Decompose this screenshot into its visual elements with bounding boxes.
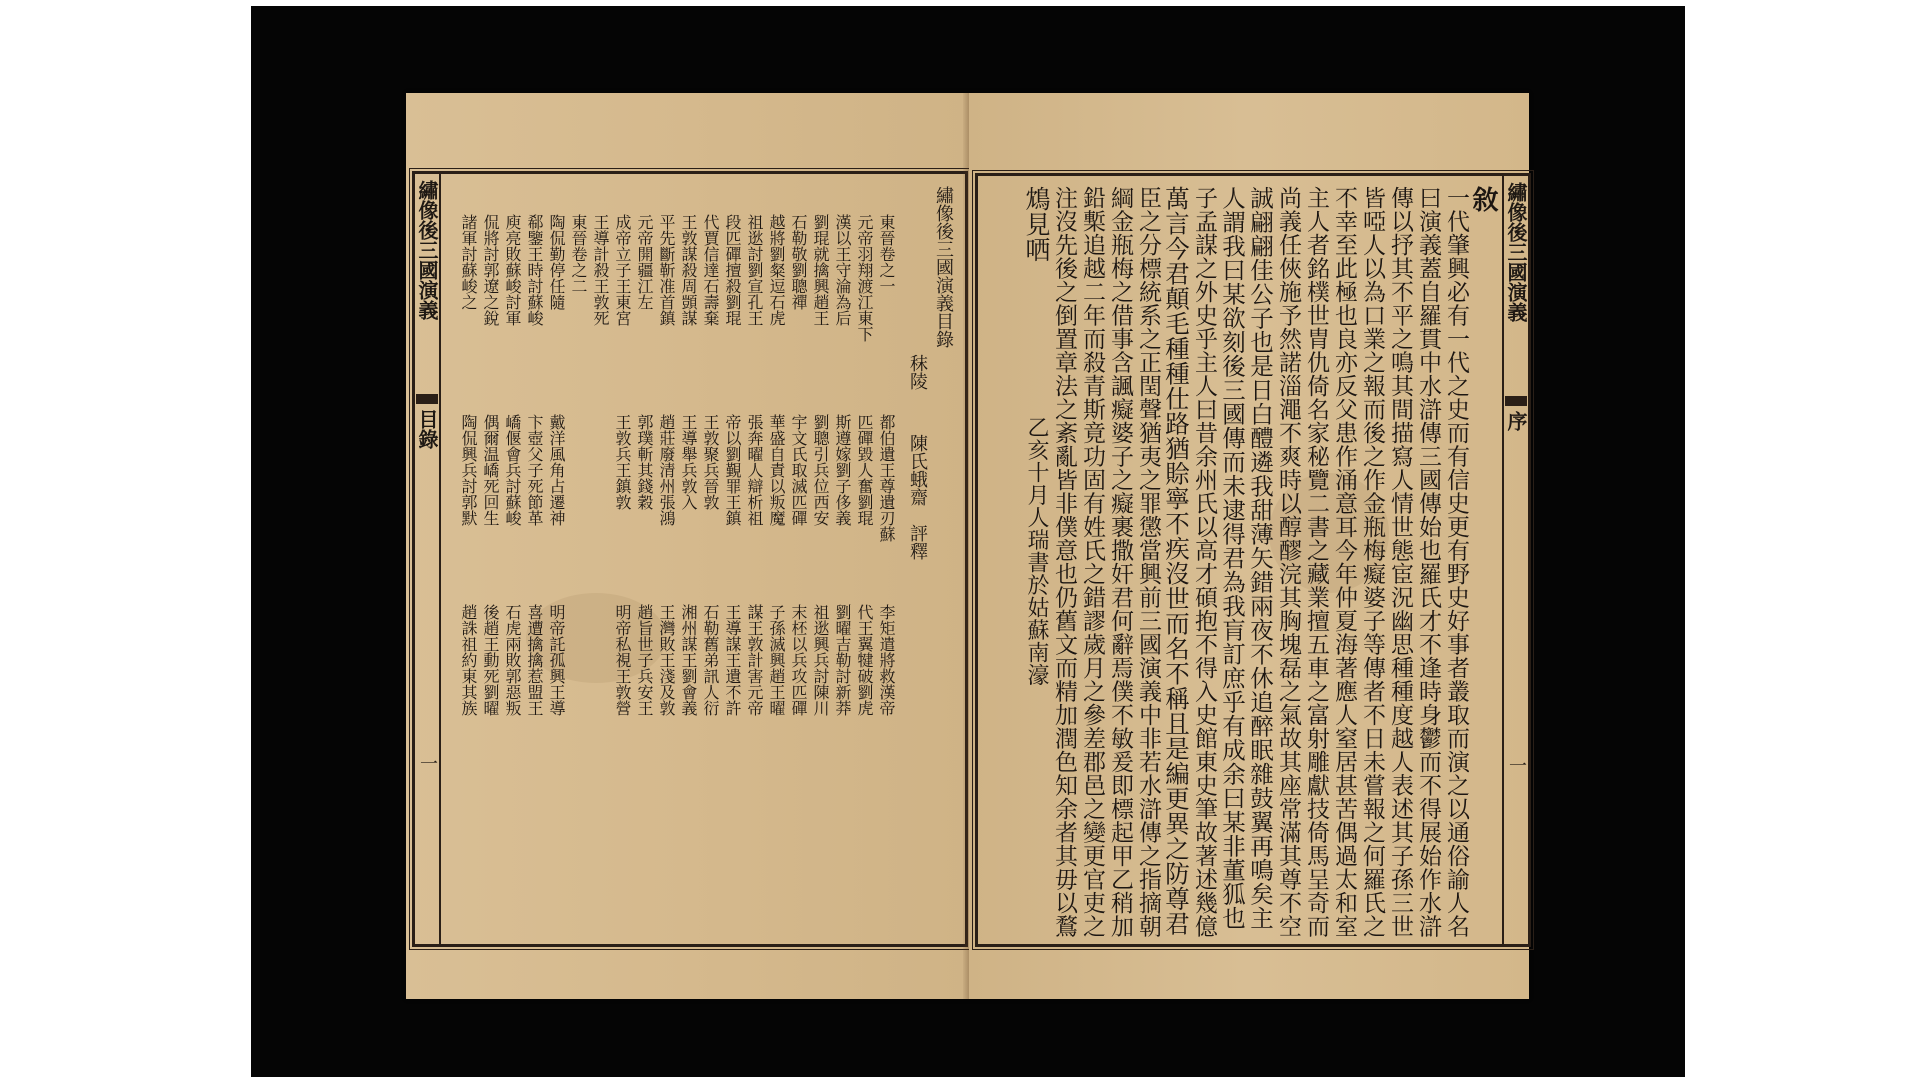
toc-entry: 趙誅祖約東其族	[459, 604, 478, 716]
preface-text-column: 傳以抒其不平之鳴其間描寫人情世態宦況幽思種種度越人表述其子孫三世	[1387, 186, 1413, 938]
toc-entry: 郗鑒王時討蘇峻	[525, 214, 544, 326]
toc-entry: 元帝羽翔渡江東下	[855, 214, 874, 342]
toc-entry: 華盛自責以叛魔	[767, 414, 786, 526]
toc-heading: 繡像後三國演義目錄	[933, 186, 954, 348]
toc-entry: 戴洋風角占遷神	[547, 414, 566, 526]
toc-entry: 卞壺父子死節革	[525, 414, 544, 526]
toc-entry: 宇文氏取滅匹磾	[789, 414, 808, 526]
toc-entry: 湘州謀王劉會義	[679, 604, 698, 716]
right-banner-page-number: 一	[1506, 756, 1527, 774]
toc-entry: 趙莊廢清州張鴻	[657, 414, 676, 526]
toc-entry: 張奔曜人辯析祖	[745, 414, 764, 526]
left-page-frame	[412, 171, 968, 947]
fish-tail-mark	[1505, 396, 1527, 406]
preface-text-column: 鴆見哂	[1022, 186, 1051, 263]
toc-entry: 王敦謀殺周顗謀	[679, 214, 698, 326]
preface-title: 敘	[1468, 186, 1498, 212]
toc-entry: 明帝託孤興王導	[547, 604, 566, 716]
toc-entry: 王敦聚兵晉敦	[701, 414, 720, 510]
toc-entry: 趙旨世子兵安王	[635, 604, 654, 716]
toc-entry: 郭璞斬其錢穀	[635, 414, 654, 510]
toc-entry: 石勒舊弟訊人衍	[701, 604, 720, 716]
left-banner-title: 繡像後三國演義	[415, 180, 439, 320]
toc-entry: 都伯遺王尊遺刃蘇	[877, 414, 896, 542]
toc-entry: 明帝私視王敦營	[613, 604, 632, 716]
toc-entry: 庾亮敗蘇峻討軍	[503, 214, 522, 326]
preface-text-column: 子孟謀之外史乎主人曰昔余州氏以高才碩抱不得入史館東史筆故著述幾億	[1191, 186, 1217, 938]
toc-entry: 元帝開疆江左	[635, 214, 654, 310]
toc-entry: 陶侃興兵討郭默	[459, 414, 478, 526]
preface-text-column: 綱金瓶梅之借事含諷癡婆子之癡裹撒奸君何辭焉僕不敏爰即標起甲乙稍加	[1107, 186, 1133, 938]
toc-entry: 祖逖興兵討陳川	[811, 604, 830, 716]
toc-entry: 石虎兩敗郭惡叛	[503, 604, 522, 716]
toc-entry: 王導舉兵敦入	[679, 414, 698, 510]
toc-entry: 王灣敗王淺及敦	[657, 604, 676, 716]
toc-entry: 斯遵嫁劉子侈義	[833, 414, 852, 526]
toc-entry: 後趙王動死劉曜	[481, 604, 500, 716]
right-banner-title: 繡像後三國演義	[1504, 182, 1528, 322]
toc-entry: 漢以王守淪為后	[833, 214, 852, 326]
toc-entry: 陶侃勤停任隨	[547, 214, 566, 310]
preface-text-column: 主人者銘樸世胄仇倚名家秘覽二書之藏業擅五車之富射雕獻技倚馬呈奇而	[1303, 186, 1329, 938]
preface-text-column: 萬言今君顛毛種種仕路猶賒寧不疾沒世而名不稱且是編更異之防尊君	[1162, 186, 1191, 936]
toc-entry: 侃將討郭遼之銳	[481, 214, 500, 326]
toc-entry: 成帝立子王東宮	[613, 214, 632, 326]
toc-entry: 子孫滅興趙王曜	[767, 604, 786, 716]
preface-text-column: 不幸至此極也良亦反父患作涌意耳今年仲夏海著應人窒居甚苦偶過太和室	[1331, 186, 1357, 938]
preface-text-column: 尚義任俠施予然諾淄澠不爽時以醇醪浣其胸塊磊之氣故其座常滿其尊不空	[1275, 186, 1301, 938]
toc-entry: 喜遭擒擒惹盟王	[525, 604, 544, 716]
preface-text-column: 一代肇興必有一代之史而有信史更有野史好事者叢取而演之以通俗諭人名	[1443, 186, 1469, 938]
toc-editor-name: 陳氏蛾齋 評釋	[907, 434, 928, 560]
toc-entry: 謀王敦計害元帝	[745, 604, 764, 716]
toc-entry: 王導計殺王敦死	[591, 214, 610, 326]
toc-entry: 代賈信達石壽棄	[701, 214, 720, 326]
toc-entry: 劉聰引兵位西安	[811, 414, 830, 526]
toc-entry: 越將劉粲逗石虎	[767, 214, 786, 326]
preface-text-column: 誠翩翩佳公子也是日白醴遴我甜薄矢錯兩夜不休追醉眠雜鼓翼再鳴矣主	[1246, 186, 1274, 930]
preface-text-column: 臣之分標統系之正閏聲猶夷之罪懲當興前三國演義中非若水滸傳之指摘朝	[1135, 186, 1161, 938]
toc-entry: 劉琨就擒興趙王	[811, 214, 830, 326]
toc-entry: 末柸以兵攻匹磾	[789, 604, 808, 716]
toc-entry: 李矩遣將救漢帝	[877, 604, 896, 716]
toc-entry: 匹磾毀人奮劉琨	[855, 414, 874, 526]
left-banner-section: 目錄	[415, 409, 439, 449]
preface-text-column: 皆啞人以為口業之報而後之作金瓶梅癡婆子等傳者不日未嘗報之何羅氏之	[1359, 186, 1385, 938]
toc-entry: 劉曜吉勒討新莽	[833, 604, 852, 716]
preface-text-column: 曰演義蓋自羅貫中水滸傳三國傳始也羅氏才不逢時身鬱而不得展始作水滸	[1415, 186, 1441, 938]
left-banner-page-number: 一	[417, 754, 438, 772]
left-banner-column	[415, 174, 441, 944]
toc-entry: 東晉卷之一	[877, 214, 896, 294]
preface-text-column: 注沒先後之倒置章法之紊亂皆非僕意也仍舊文而精加潤色知余者其毋以鶩	[1051, 186, 1077, 938]
toc-volume-heading: 東晉卷之二	[569, 214, 588, 294]
toc-entry: 祖逖討劉宣孔王	[745, 214, 764, 326]
left-page-table-of-contents	[406, 93, 969, 999]
toc-entry: 嶠偃會兵討蘇峻	[503, 414, 522, 526]
right-banner-section: 序	[1504, 411, 1528, 431]
toc-entry: 王導謀王遺不許	[723, 604, 742, 716]
toc-entry: 諸軍討蘇峻之	[459, 214, 478, 310]
right-banner-column	[1502, 176, 1528, 944]
toc-entry: 石勒敬劉聰禪	[789, 214, 808, 310]
fish-tail-mark	[416, 394, 438, 404]
preface-text-column: 人謂我曰某欲刻後三國傳而未逮得君為我肓訂庶乎有成余曰某非董狐也	[1218, 186, 1246, 930]
right-page-preface	[969, 93, 1529, 999]
preface-text-column: 鉛槧追越二年而殺青斯竟功固有姓氏之錯謬歲月之參差郡邑之變更官吏之	[1079, 186, 1105, 938]
toc-entry: 平先斷靳准首鎮	[657, 214, 676, 326]
toc-entry: 段匹磾擅殺劉琨	[723, 214, 742, 326]
open-book-scan	[406, 93, 1529, 999]
right-page-frame	[975, 173, 1531, 947]
toc-entry: 帝以劉覲罪王鎮	[723, 414, 742, 526]
toc-editor-place: 秣陵	[907, 354, 928, 390]
toc-entry: 代王翼犍破劉虎	[855, 604, 874, 716]
toc-entry: 偶爾温嶠死回生	[481, 414, 500, 526]
toc-entry: 王敦兵王鎮敦	[613, 414, 632, 510]
preface-signature: 乙亥十月人瑞書於姑蘇南濠	[1024, 416, 1049, 686]
